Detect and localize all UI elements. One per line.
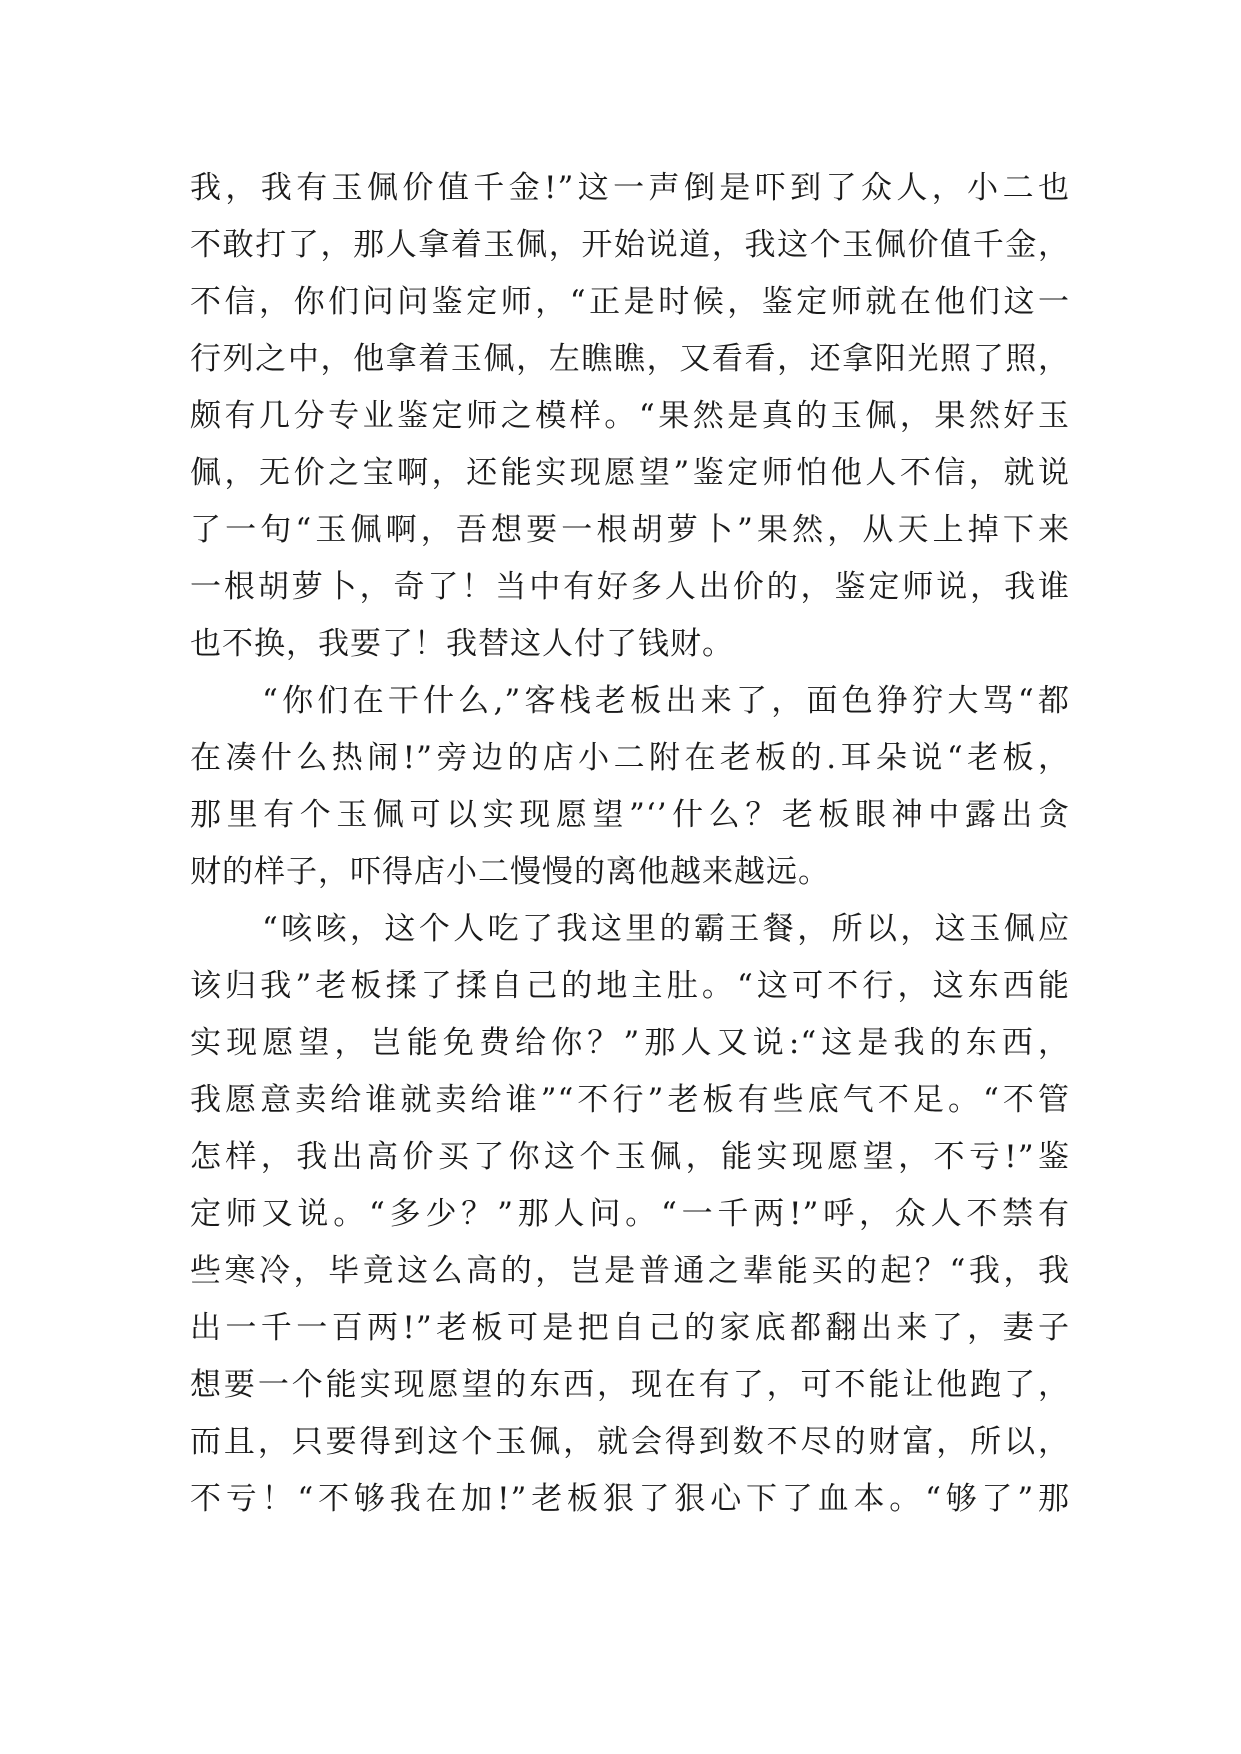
text-line: “你们在干什么,”客栈老板出来了，面色狰狞大骂“都	[262, 683, 1070, 719]
text-line: 怎样，我出高价买了你这个玉佩，能实现愿望，不亏!”鉴	[190, 1139, 1070, 1175]
text-line: 我愿意卖给谁就卖给谁”“不行”老板有些底气不足。“不管	[190, 1082, 1070, 1118]
text-line: 我，我有玉佩价值千金!”这一声倒是吓到了众人，小二也	[190, 170, 1070, 206]
text-line: 在凑什么热闹!”旁边的店小二附在老板的.耳朵说“老板，	[190, 740, 1070, 776]
text-line: 出一千一百两!”老板可是把自己的家底都翻出来了，妻子	[190, 1310, 1070, 1346]
text-line: 一根胡萝卜，奇了！当中有好多人出价的，鉴定师说，我谁	[190, 569, 1070, 605]
text-line: “咳咳，这个人吃了我这里的霸王餐，所以，这玉佩应	[262, 911, 1070, 947]
text-line: 实现愿望，岂能免费给你？”那人又说:“这是我的东西，	[190, 1025, 1070, 1061]
paragraph-3	[190, 901, 1070, 1528]
text-line: 想要一个能实现愿望的东西，现在有了，可不能让他跑了，	[190, 1367, 1070, 1403]
text-line: 些寒冷，毕竟这么高的，岂是普通之辈能买的起？“我，我	[190, 1253, 1070, 1289]
text-line: 定师又说。“多少？”那人问。“一千两!”呼，众人不禁有	[190, 1196, 1070, 1232]
text-line: 不亏！“不够我在加!”老板狠了狠心下了血本。“够了”那	[190, 1481, 1070, 1517]
text-line: 该归我”老板揉了揉自己的地主肚。“这可不行，这东西能	[190, 968, 1070, 1004]
text-line: 财的样子，吓得店小二慢慢的离他越来越远。	[190, 854, 830, 890]
text-line: 颇有几分专业鉴定师之模样。“果然是真的玉佩，果然好玉	[190, 398, 1070, 434]
text-line: 佩，无价之宝啊，还能实现愿望”鉴定师怕他人不信，就说	[190, 455, 1070, 491]
text-line: 了一句“玉佩啊，吾想要一根胡萝卜”果然，从天上掉下来	[190, 512, 1070, 548]
body-text	[190, 160, 1070, 1528]
text-line: 而且，只要得到这个玉佩，就会得到数不尽的财富，所以，	[190, 1424, 1070, 1460]
text-line: 不信，你们问问鉴定师，“正是时候，鉴定师就在他们这一	[190, 284, 1070, 320]
text-line: 那里有个玉佩可以实现愿望”‘’什么？老板眼神中露出贪	[190, 797, 1070, 833]
paragraph-1	[190, 160, 1070, 673]
text-line: 也不换，我要了！我替这人付了钱财。	[190, 626, 734, 662]
text-line: 不敢打了，那人拿着玉佩，开始说道，我这个玉佩价值千金，	[190, 227, 1070, 263]
text-line: 行列之中，他拿着玉佩，左瞧瞧，又看看，还拿阳光照了照，	[190, 341, 1070, 377]
paragraph-2	[190, 673, 1070, 901]
